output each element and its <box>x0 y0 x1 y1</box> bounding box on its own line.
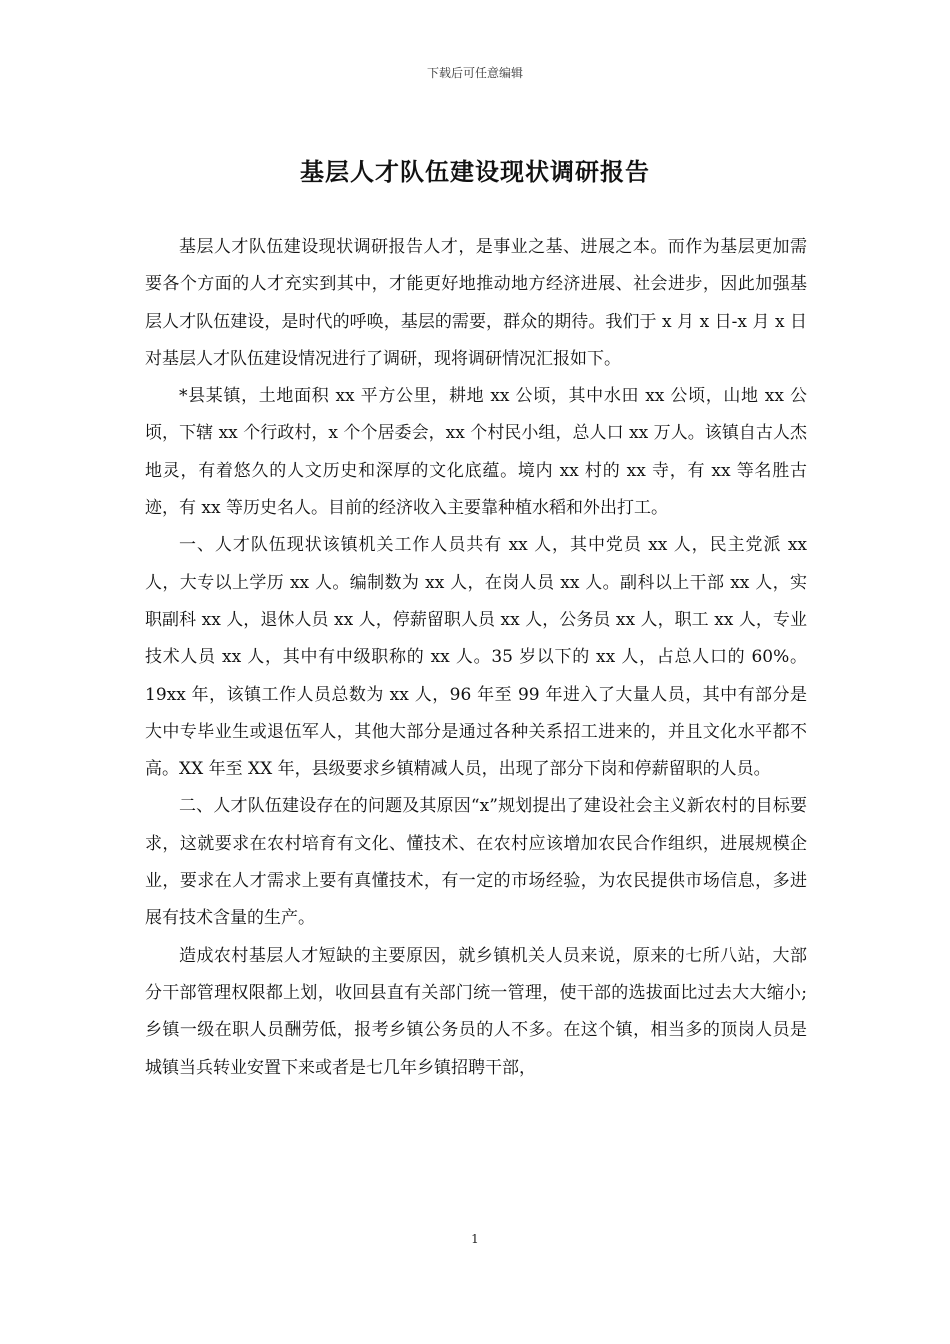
paragraph: 基层人才队伍建设现状调研报告人才，是事业之基、进展之本。而作为基层更加需要各个方面的人才充实到其中，才能更好地推动地方经济进展、社会进步，因此加强基层人才队伍建设，是时代的呼唤，基层的需要，群众的期待。我们于 x 月 x 日-x 月 x 日对基层人才队伍建设情况进行了调研，现将调研情况汇报如下。 <box>145 237 807 369</box>
page-number: 1 <box>471 1232 479 1246</box>
document-body <box>145 229 807 1087</box>
paragraph: 一、人才队伍现状该镇机关工作人员共有 xx 人，其中党员 xx 人，民主党派 xx 人，大专以上学历 xx 人。编制数为 xx 人，在岗人员 xx 人。副科以上干部 xx 人，实职副科 xx 人，退休人员 xx 人，停薪留职人员 xx 人，公务员 xx 人，职工 xx 人，专业技术人员 xx 人，其中有中级职称的 xx 人。35 岁以下的 xx 人，占总人口的 60%。19xx 年，该镇工作人员总数为 xx 人，96 年至 99 年进入了大量人员，其中有部分是大中专毕业生或退伍军人，其他大部分是通过各种关系招工进来的，并且文化水平都不高。XX 年至 XX 年，县级要求乡镇精减人员，出现了部分下岗和停薪留职的人员。 <box>145 535 807 780</box>
paragraph: 二、人才队伍建设存在的问题及其原因“x”规划提出了建设社会主义新农村的目标要求，这就要求在农村培育有文化、懂技术、在农村应该增加农民合作组织，进展规模企业，要求在人才需求上要有真懂技术，有一定的市场经验，为农民提供市场信息，多进展有技术含量的生产。 <box>145 796 807 929</box>
paragraph: *县某镇，土地面积 xx 平方公里，耕地 xx 公顷，其中水田 xx 公顷，山地 xx 公顷，下辖 xx 个行政村，x 个个居委会，xx 个村民小组，总人口 xx 万人。该镇自古人杰地灵，有着悠久的人文历史和深厚的文化底蕴。境内 xx 村的 xx 寺，有 xx 等名胜古迹，有 xx 等历史名人。目前的经济收入主要靠种植水稻和外出打工。 <box>145 386 807 519</box>
page-header-note: 下载后可任意编辑 <box>426 66 523 80</box>
document-title: 基层人才队伍建设现状调研报告 <box>300 157 650 186</box>
paragraph: 造成农村基层人才短缺的主要原因，就乡镇机关人员来说，原来的七所八站，大部分干部管理权限都上划，收回县直有关部门统一管理，使干部的选拔面比过去大大缩小;乡镇一级在职人员酬劳低，报考乡镇公务员的人不多。在这个镇，相当多的顶岗人员是城镇当兵转业安置下来或者是七几年乡镇招聘干部， <box>145 945 807 1078</box>
